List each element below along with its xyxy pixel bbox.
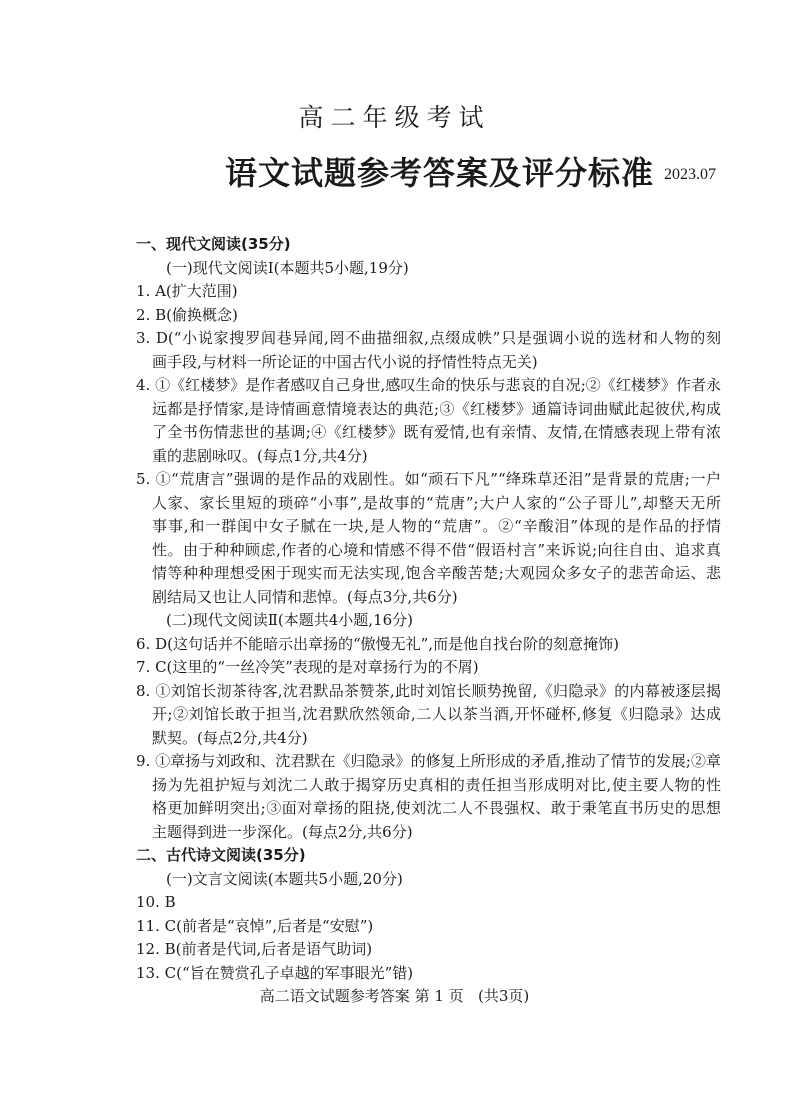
page-footer: [0, 985, 789, 1006]
subsection-heading: (一)现代文阅读Ⅰ(本题共5小题,19分): [166, 258, 409, 277]
answer-continuation: 画手段,与材料一所论证的中国古代小说的抒情性特点无关): [152, 352, 538, 371]
answer-item: 5. ①“荒唐言”强调的是作品的戏剧性。如“顽石下凡”“绛珠草还泪”是背景的荒唐;一户: [136, 470, 721, 488]
exam-title: 高二年级考试: [298, 103, 491, 132]
answer-continuation: 格更加鲜明突出;③面对章扬的阻挠,使刘沈二人不畏强权、敢于秉笔直书历史的思想: [152, 799, 721, 817]
answer-item: 9. ①章扬与刘政和、沈君默在《归隐录》的修复上所形成的矛盾,推动了情节的发展;②章: [136, 752, 721, 770]
answer-item: 11. C(前者是“哀悼”,后者是“安慰”): [136, 916, 374, 935]
answer-item: 3. D(“小说家搜罗闾巷异闻,罔不曲描细叙,点缀成帙”只是强调小说的选材和人物的刻: [136, 329, 721, 347]
answer-continuation: 主题得到进一步深化。(每点2分,共6分): [152, 822, 413, 841]
footer-total-pages: (共3页): [477, 987, 530, 1005]
subsection-heading: (二)现代文阅读Ⅱ(本题共4小题,16分): [166, 611, 414, 629]
document-title: 语文试题参考答案及评分标准: [225, 154, 655, 192]
footer-doc-name: 高二语文试题参考答案: [259, 987, 410, 1005]
section-heading: 二、古代诗文阅读(35分): [136, 846, 306, 864]
answer-item: 1. A(扩大范围): [136, 282, 238, 300]
answer-item: 4. ①《红楼梦》是作者感叹自己身世,感叹生命的快乐与悲哀的自况;②《红楼梦》作者永: [136, 376, 721, 394]
answer-content: [136, 233, 721, 985]
document-date: 2023.07: [664, 166, 716, 183]
answer-continuation: 重的悲剧咏叹。(每点1分,共4分): [152, 446, 368, 465]
answer-item: 10. B: [136, 893, 176, 911]
answer-continuation: 人家、家长里短的琐碎“小事”,是故事的“荒唐”;大户人家的“公子哥儿”,却整天无所: [152, 493, 721, 512]
answer-item: 13. C(“旨在赞赏孔子卓越的军事眼光”错): [136, 963, 414, 982]
subsection-heading: (一)文言文阅读(本题共5小题,20分): [166, 869, 403, 888]
answer-continuation: 开;②刘馆长敢于担当,沈君默欣然领命,二人以茶当酒,开怀碰杯,修复《归隐录》达成: [152, 705, 721, 723]
answer-item: 2. B(偷换概念): [136, 305, 238, 324]
answer-item: 12. B(前者是代词,后者是语气助词): [136, 940, 373, 958]
answer-continuation: 了全书伤情悲世的基调;④《红楼梦》既有爱情,也有亲情、友情,在情感表现上带有浓: [152, 423, 721, 441]
answer-continuation: 远都是抒情家,是诗情画意情境表达的典范;③《红楼梦》通篇诗词曲赋此起彼伏,构成: [152, 399, 721, 418]
answer-continuation: 扬为先祖护短与刘沈二人敢于揭穿历史真相的责任担当形成明对比,使主要人物的性: [152, 775, 721, 794]
answer-continuation: 剧结局又也让人同情和悲悼。(每点3分,共6分): [152, 587, 458, 606]
answer-continuation: 默契。(每点2分,共4分): [152, 728, 308, 747]
section-heading: 一、现代文阅读(35分): [136, 235, 291, 253]
footer-page-number: 第 1 页: [414, 987, 464, 1005]
answer-item: 6. D(这句话并不能暗示出章扬的“傲慢无礼”,而是他自找台阶的刻意掩饰): [136, 634, 619, 653]
answer-continuation: 性。由于种种顾虑,作者的心境和情感不得不借“假语村言”来诉说;向往自由、追求真: [152, 540, 721, 559]
answer-continuation: 事事,和一群闺中女子腻在一块,是人物的“荒唐”。②“辛酸泪”体现的是作品的抒情: [152, 517, 721, 535]
answer-item: 7. C(这里的“一丝冷笑”表现的是对章扬行为的不屑): [136, 658, 479, 676]
answer-item: 8. ①刘馆长沏茶待客,沈君默品茶赞茶,此时刘馆长顺势挽留,《归隐录》的内幕被逐层揭: [136, 681, 721, 700]
answer-continuation: 情等种种理想受困于现实而无法实现,饱含辛酸苦楚;大观园众多女子的悲苦命运、悲: [152, 564, 721, 582]
